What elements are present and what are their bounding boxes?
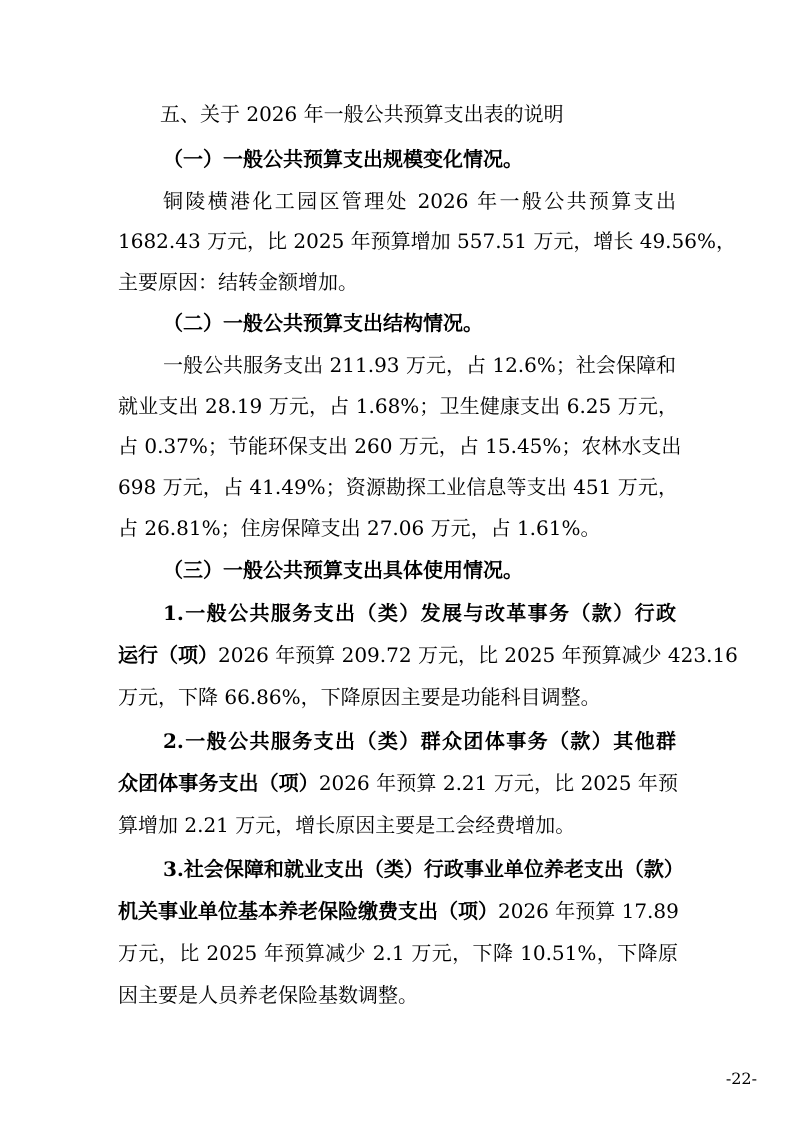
item2-budget-text: 2026 年预算 2.21 万元，比 2025 年预 <box>318 771 679 795</box>
section2-line-4: 698 万元，占 41.49%；资源勘探工业信息等支出 451 万元， <box>118 475 678 499</box>
section2-line-2: 就业支出 28.19 万元，占 1.68%；卫生健康支出 6.25 万元， <box>118 394 678 418</box>
item1-budget-text: 2026 年预算 209.72 万元，比 2025 年预算减少 423.16 <box>218 643 738 667</box>
item3-category-label: 机关事业单位基本养老保险缴费支出（项） <box>118 899 498 923</box>
item1-line-1: 1.一般公共服务支出（类）发展与改革事务（款）行政 <box>163 601 676 625</box>
item2-line-3: 算增加 2.21 万元，增长原因主要是工会经费增加。 <box>118 813 576 837</box>
item1-line-2 <box>118 640 738 670</box>
section3-title: （三）一般公共预算支出具体使用情况。 <box>163 558 523 582</box>
item3-line-1: 3.社会保障和就业支出（类）行政事业单位养老支出（款） <box>163 857 684 881</box>
item3-line-3: 万元，比 2025 年预算减少 2.1 万元，下降 10.51%，下降原 <box>118 941 678 965</box>
item2-line-1: 2.一般公共服务支出（类）群众团体事务（款）其他群 <box>163 729 676 753</box>
item3-budget-text: 2026 年预算 17.89 <box>498 899 679 923</box>
section1-line-1: 铜陵横港化工园区管理处 2026 年一般公共预算支出 <box>163 189 676 213</box>
section-heading: 五、关于 2026 年一般公共预算支出表的说明 <box>160 102 564 126</box>
section2-title: （二）一般公共预算支出结构情况。 <box>163 311 483 335</box>
section1-title: （一）一般公共预算支出规模变化情况。 <box>163 147 523 171</box>
section1-line-2: 1682.43 万元，比 2025 年预算增加 557.51 万元，增长 49.56%， <box>118 229 736 253</box>
page-number: -22- <box>725 1069 757 1088</box>
section1-line-3: 主要原因：结转金额增加。 <box>118 270 358 294</box>
item1-line-3: 万元，下降 66.86%，下降原因主要是功能科目调整。 <box>118 685 601 709</box>
item1-category-label: 运行（项） <box>118 643 218 667</box>
item2-line-2 <box>118 768 678 798</box>
section2-line-5: 占 26.81%；住房保障支出 27.06 万元，占 1.61%。 <box>118 516 601 540</box>
item3-line-2 <box>118 896 678 926</box>
item2-category-label: 众团体事务支出（项） <box>118 771 319 795</box>
section2-line-3: 占 0.37%；节能环保支出 260 万元，占 15.45%；农林水支出 <box>118 434 682 458</box>
item3-line-4: 因主要是人员养老保险基数调整。 <box>118 983 418 1007</box>
section2-line-1: 一般公共服务支出 211.93 万元，占 12.6%；社会保障和 <box>163 353 676 377</box>
